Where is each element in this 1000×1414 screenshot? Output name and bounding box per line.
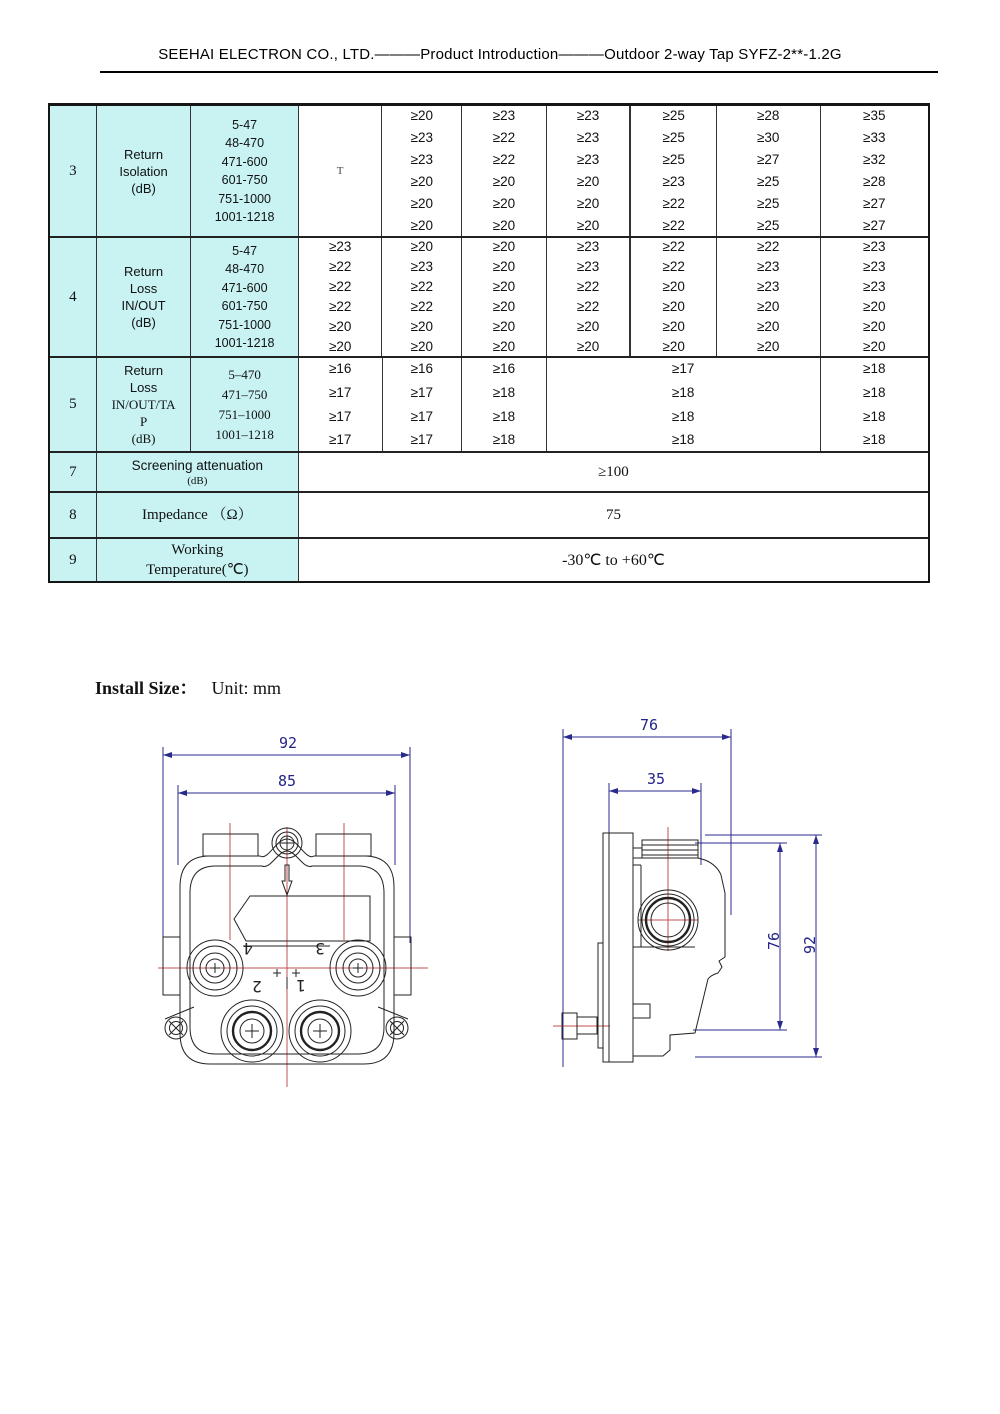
spec-value: ≥20	[662, 339, 685, 354]
spec-value: ≥22	[410, 299, 434, 314]
value-column-cell	[821, 238, 929, 356]
row-number-cell	[50, 453, 97, 491]
spec-label-line: (dB)	[131, 315, 156, 330]
front-port-circle-1	[289, 1000, 351, 1062]
spec-value: ≥30	[757, 130, 780, 145]
spec-value: ≥23	[863, 259, 886, 274]
row-number-cell	[50, 539, 97, 581]
value-column-cell	[462, 106, 547, 236]
spec-value: ≥22	[492, 152, 516, 167]
spec-value: ≥20	[492, 174, 516, 189]
spec-label-line: IN/OUT/TA	[111, 397, 176, 412]
spec-label-cell	[97, 106, 192, 236]
value-cell	[299, 453, 928, 491]
spec-value: ≥20	[576, 196, 600, 211]
spec-value: ≥27	[863, 218, 886, 233]
spec-value: ≥22	[662, 239, 685, 254]
spec-value: ≥25	[757, 196, 780, 211]
frequency-range: 1001-1218	[214, 336, 275, 350]
spec-value: ≥25	[662, 152, 685, 167]
spec-label-line: Screening attenuation	[131, 457, 264, 473]
spec-label-cell	[97, 493, 299, 537]
side-dim-92-right	[695, 835, 822, 1057]
front-port-circle-2	[221, 1000, 283, 1062]
value-column-cell	[821, 358, 929, 451]
spec-value: ≥23	[328, 239, 352, 254]
spec-value: ≥35	[863, 108, 886, 123]
spec-value: ≥20	[492, 339, 516, 354]
row-number: 3	[69, 162, 77, 179]
spec-label-line: Impedance （Ω）	[141, 507, 253, 523]
spec-value: ≥22	[328, 259, 352, 274]
spec-value: ≥25	[757, 174, 780, 189]
spec-value: ≥18	[863, 384, 886, 400]
value-column-cell	[299, 106, 383, 236]
front-port-label-2: 2	[252, 977, 262, 996]
front-port-label-3: 3	[315, 939, 325, 958]
spec-value: ≥33	[863, 130, 886, 145]
row-number: 4	[69, 288, 77, 305]
value-column-cell	[299, 238, 383, 356]
value-column-cell	[717, 238, 821, 356]
table-row-5	[50, 358, 928, 453]
value-column-cell	[631, 238, 717, 356]
spec-value: ≥18	[671, 384, 695, 400]
cell-note: T	[336, 165, 344, 177]
frequency-range: 751–1000	[218, 406, 271, 422]
spec-label-line: Return	[124, 146, 164, 162]
side-centerlines	[553, 827, 698, 1026]
spec-value: 75	[605, 506, 621, 523]
front-label-window	[234, 896, 370, 941]
spec-value: ≥23	[410, 259, 434, 274]
frequency-range: 471-600	[221, 154, 268, 169]
spec-label-line: P	[139, 414, 148, 429]
spec-value: ≥18	[863, 361, 886, 377]
spec-value: ≥20	[757, 319, 780, 334]
spec-value: ≥20	[757, 299, 780, 314]
frequency-range: 5-47	[232, 243, 258, 258]
spec-value: ≥25	[662, 108, 685, 123]
spec-value: ≥23	[576, 259, 600, 274]
install-size-label: Install Size：	[95, 678, 198, 698]
value-column-cell	[547, 358, 821, 451]
spec-value: ≥20	[410, 218, 434, 233]
value-cell	[299, 539, 928, 581]
side-dim-76-top-label: 76	[640, 716, 659, 734]
install-size-heading	[95, 674, 281, 700]
spec-value: ≥23	[757, 279, 780, 294]
spec-label-line: (dB)	[131, 180, 156, 196]
spec-value: ≥23	[863, 279, 886, 294]
spec-value: ≥22	[410, 279, 434, 294]
spec-value: ≥28	[757, 108, 780, 123]
side-cap	[642, 840, 698, 858]
spec-value: ≥32	[863, 152, 886, 167]
spec-value: ≥22	[662, 218, 685, 233]
spec-label-line: IN/OUT	[121, 298, 166, 313]
spec-value: ≥20	[410, 339, 434, 354]
spec-value: ≥20	[410, 108, 434, 123]
row-number-cell	[50, 238, 97, 356]
spec-value: ≥23	[576, 152, 600, 167]
spec-value: ≥20	[863, 299, 886, 314]
spec-label-line: (dB)	[187, 474, 208, 487]
frequency-range: 1001-1218	[214, 210, 275, 224]
spec-label-line: Working	[171, 542, 224, 558]
frequency-range: 471–750	[221, 386, 268, 402]
spec-value: ≥23	[410, 152, 434, 167]
frequency-range: 5–470	[228, 366, 261, 382]
spec-value: ≥20	[492, 259, 516, 274]
header-divider	[100, 71, 938, 73]
front-port-label-4: 4	[243, 939, 253, 958]
spec-value: ≥17	[410, 384, 434, 400]
spec-value: ≥17	[328, 432, 352, 448]
frequency-range: 5-47	[232, 117, 258, 132]
frequency-range: 471-600	[221, 280, 268, 295]
spec-value: ≥20	[492, 279, 516, 294]
spec-value: ≥20	[576, 174, 600, 189]
spec-value: ≥22	[576, 279, 600, 294]
spec-value: ≥18	[671, 432, 695, 448]
frequency-range: 1001–1218	[215, 426, 274, 442]
spec-value: ≥18	[492, 408, 516, 424]
front-corner-screw-right	[378, 1007, 408, 1039]
spec-value: ≥23	[576, 239, 600, 254]
spec-value: ≥17	[671, 361, 695, 377]
spec-value: ≥20	[492, 239, 516, 254]
front-dim-85-label: 85	[278, 772, 297, 790]
row-number: 5	[69, 396, 77, 412]
spec-value: ≥17	[328, 384, 352, 400]
spec-value: ≥25	[757, 218, 780, 233]
spec-value: ≥18	[492, 384, 516, 400]
table-row-9	[50, 539, 928, 581]
frequency-range: 48-470	[225, 136, 265, 150]
front-centerlines	[158, 823, 428, 1087]
value-column-cell	[821, 106, 929, 236]
spec-value: ≥20	[662, 299, 685, 314]
front-dim-92-label: 92	[279, 734, 298, 752]
row-number-cell	[50, 358, 97, 451]
spec-value: ≥22	[662, 196, 685, 211]
table-row-3	[50, 106, 928, 238]
value-column-cell	[462, 238, 547, 356]
spec-label-cell	[97, 539, 299, 581]
frequency-range: 751-1000	[218, 317, 272, 332]
row-number-cell	[50, 493, 97, 537]
spec-value: ≥18	[863, 408, 886, 424]
row-number: 7	[69, 463, 77, 480]
spec-value: ≥18	[671, 408, 695, 424]
side-dim-35	[609, 770, 701, 865]
spec-value: ≥17	[410, 408, 434, 424]
spec-value: ≥17	[410, 432, 434, 448]
frequency-cell	[191, 106, 299, 236]
spec-value: ≥23	[576, 108, 600, 123]
side-bottom-stub	[633, 1004, 650, 1018]
spec-label-line: Return	[124, 363, 164, 378]
frequency-range: 751-1000	[218, 191, 272, 206]
front-side-tab-left	[163, 937, 180, 995]
frequency-range: 601-750	[221, 299, 268, 313]
frequency-cell	[191, 238, 299, 356]
table-row-7	[50, 453, 928, 493]
spec-value: ≥23	[863, 239, 886, 254]
spec-value: ≥20	[863, 339, 886, 354]
frequency-cell	[191, 358, 299, 451]
row-number-cell	[50, 106, 97, 236]
side-dim-76-right-label: 76	[765, 931, 783, 951]
spec-value: ≥20	[757, 339, 780, 354]
spec-value: ≥27	[863, 196, 886, 211]
front-view-drawing	[150, 715, 450, 1090]
side-dim-76-right	[693, 843, 787, 1030]
row-number: 9	[69, 551, 77, 568]
value-cell	[299, 493, 928, 537]
frequency-range: 601-750	[221, 173, 268, 187]
spec-value: ≥25	[662, 130, 685, 145]
spec-value: ≥23	[492, 108, 516, 123]
side-dim-92-right-label: 92	[801, 935, 819, 955]
install-size-unit: Unit: mm	[211, 678, 282, 698]
spec-value: ≥20	[328, 339, 352, 354]
front-side-tab-right	[394, 937, 411, 995]
side-body-outline	[633, 848, 725, 1056]
value-column-cell	[299, 358, 383, 451]
spec-value: ≥22	[757, 239, 780, 254]
spec-value: ≥23	[662, 174, 685, 189]
spec-value: ≥20	[492, 218, 516, 233]
spec-label-cell	[97, 453, 299, 491]
spec-label-cell	[97, 238, 192, 356]
side-dim-35-label: 35	[647, 770, 666, 788]
spec-value: ≥100	[598, 463, 629, 480]
value-column-cell	[383, 358, 463, 451]
spec-value: ≥20	[492, 319, 516, 334]
frequency-range: 48-470	[225, 262, 265, 276]
side-view-drawing	[545, 715, 845, 1090]
spec-value: ≥20	[576, 218, 600, 233]
spec-label-line: Loss	[129, 380, 158, 395]
spec-table	[48, 103, 930, 583]
spec-value: ≥20	[492, 299, 516, 314]
spec-label-line: Return	[124, 264, 164, 279]
value-column-cell	[631, 106, 717, 236]
spec-value: ≥22	[328, 299, 352, 314]
spec-value: ≥17	[328, 408, 352, 424]
spec-value: ≥18	[863, 432, 886, 448]
spec-value: ≥22	[492, 130, 516, 145]
table-row-4	[50, 238, 928, 358]
spec-value: ≥23	[757, 259, 780, 274]
spec-value: ≥20	[410, 196, 434, 211]
spec-value: ≥23	[576, 130, 600, 145]
front-port-label-1: 1	[296, 976, 306, 995]
spec-value: ≥27	[757, 152, 780, 167]
spec-label-line: Loss	[129, 281, 158, 296]
spec-value: ≥23	[410, 130, 434, 145]
spec-value: ≥16	[328, 361, 352, 377]
value-column-cell	[547, 106, 632, 236]
spec-value: ≥22	[328, 279, 352, 294]
spec-value: ≥16	[492, 361, 516, 377]
side-flange	[562, 833, 633, 1062]
spec-value: ≥28	[863, 174, 886, 189]
side-dim-76-top	[563, 716, 731, 1067]
spec-value: ≥20	[492, 196, 516, 211]
spec-label-line: Temperature(℃)	[146, 562, 249, 578]
table-row-8	[50, 493, 928, 539]
row-number: 8	[69, 506, 77, 523]
spec-value: ≥20	[410, 319, 434, 334]
spec-value: ≥18	[492, 432, 516, 448]
spec-value: ≥22	[662, 259, 685, 274]
spec-value: ≥20	[662, 319, 685, 334]
page-header-title: SEEHAI ELECTRON CO., LTD.———Product Introduction———Outdoor 2-way Tap SYFZ-2**-1.2G	[158, 46, 842, 63]
spec-value: ≥16	[410, 361, 434, 377]
spec-value: ≥20	[328, 319, 352, 334]
value-column-cell	[462, 358, 547, 451]
spec-value: -30℃ to +60℃	[562, 552, 665, 569]
spec-label-line: Isolation	[119, 163, 168, 179]
value-column-cell	[382, 238, 462, 356]
spec-value: ≥20	[576, 339, 600, 354]
value-column-cell	[547, 238, 632, 356]
spec-value: ≥20	[576, 319, 600, 334]
spec-value: ≥22	[576, 299, 600, 314]
value-column-cell	[382, 106, 462, 236]
spec-value: ≥20	[410, 239, 434, 254]
spec-value: ≥20	[662, 279, 685, 294]
spec-value: ≥20	[863, 319, 886, 334]
spec-label-line: (dB)	[131, 431, 156, 446]
spec-value: ≥20	[410, 174, 434, 189]
value-column-cell	[717, 106, 821, 236]
spec-label-cell	[97, 358, 192, 451]
